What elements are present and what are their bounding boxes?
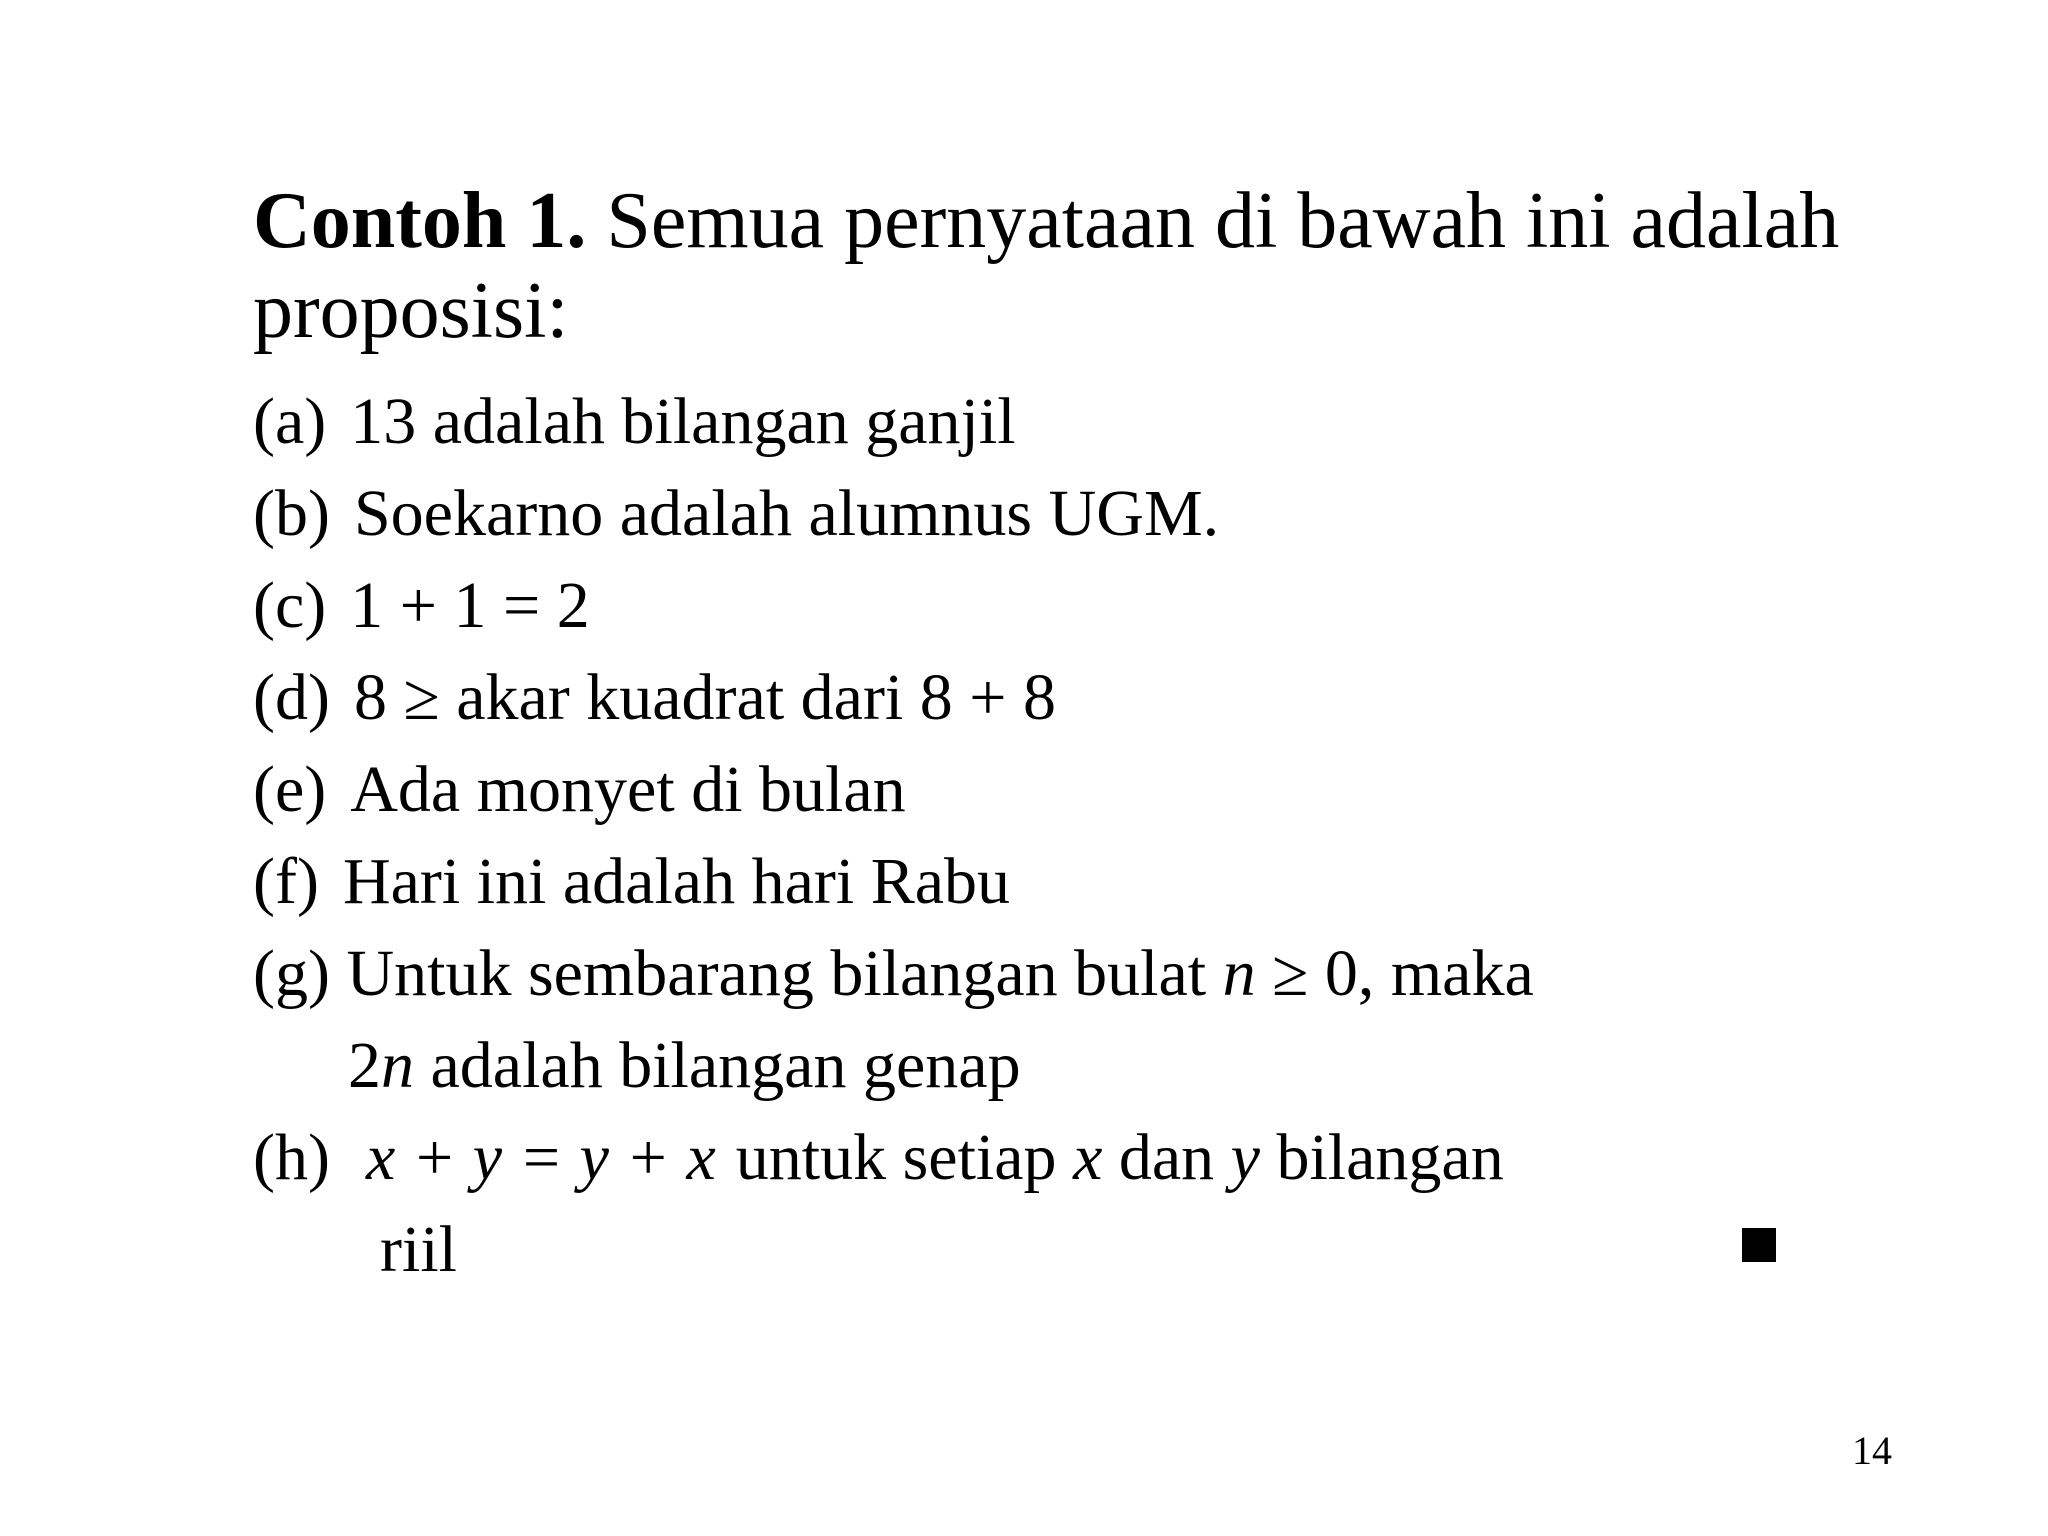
heading-prefix: Contoh 1.	[253, 177, 587, 265]
item-h-text-bilangan: bilangan	[1259, 1121, 1504, 1194]
list-item-b	[253, 474, 1219, 554]
list-item-h-continued	[380, 1210, 457, 1290]
heading-text-line1: Semua pernyataan di bawah ini adalah	[586, 177, 1840, 265]
item-d-label: (d)	[253, 661, 330, 734]
item-a-text: 13 adalah bilangan ganjil	[350, 385, 1016, 458]
item-f-text: Hari ini adalah hari Rabu	[342, 845, 1011, 918]
list-item-e	[253, 750, 906, 830]
end-of-proof-square-icon	[1742, 1228, 1776, 1262]
list-item-f	[253, 842, 1010, 922]
item-h-var-y: y	[1230, 1121, 1260, 1194]
item-c-text: 1 + 1 = 2	[350, 569, 590, 642]
item-f-label: (f)	[253, 845, 319, 918]
list-item-d	[253, 658, 1056, 738]
item-a-label: (a)	[253, 385, 327, 458]
item-g-line2-var: n	[381, 1029, 414, 1102]
list-item-h	[253, 1118, 1504, 1198]
item-h-label: (h)	[253, 1121, 330, 1194]
page-number: 14	[1852, 1428, 1892, 1473]
list-item-a	[253, 382, 1016, 462]
item-b-text: Soekarno adalah alumnus UGM.	[353, 477, 1220, 550]
item-g-label: (g)	[253, 937, 330, 1010]
item-g-line2-prefix: 2	[348, 1029, 381, 1102]
item-e-label: (e)	[253, 753, 327, 826]
heading	[253, 176, 1893, 356]
item-h-line2: riil	[380, 1213, 457, 1286]
item-b-label: (b)	[253, 477, 330, 550]
item-g-var-n: n	[1222, 937, 1256, 1010]
heading-text-line2: proposisi:	[253, 267, 569, 355]
item-d-text: 8 ≥ akar kuadrat dari 8 + 8	[353, 661, 1056, 734]
item-h-text-untuk: untuk setiap	[735, 1121, 1074, 1194]
item-h-expression: x + y = y + x	[365, 1121, 716, 1194]
item-g-line2-text: adalah bilangan genap	[414, 1029, 1021, 1102]
item-c-label: (c)	[253, 569, 327, 642]
list-item-c	[253, 566, 590, 646]
item-h-var-x: x	[1073, 1121, 1103, 1194]
item-e-text: Ada monyet di bulan	[350, 753, 906, 826]
item-h-text-dan: dan	[1102, 1121, 1231, 1194]
list-item-g	[253, 934, 1534, 1014]
list-item-g-continued	[348, 1026, 1021, 1106]
item-g-text-after: ≥ 0, maka	[1255, 937, 1534, 1010]
item-g-text-before: Untuk sembarang bilangan bulat	[329, 937, 1223, 1010]
